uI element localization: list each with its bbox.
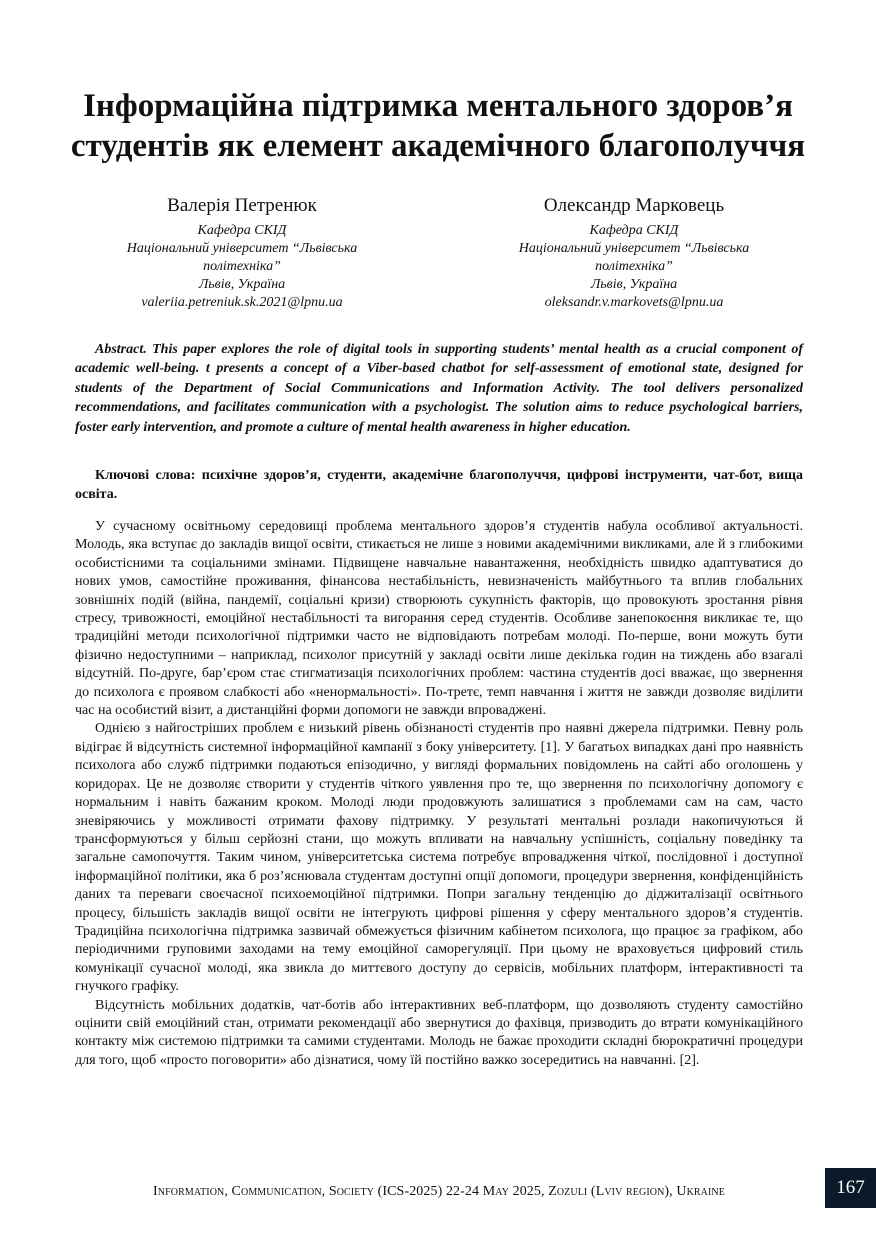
author-university: Національний університет “Львівська (518, 241, 750, 256)
author-department: Кафедра СКІД (589, 223, 679, 238)
body-paragraph: Відсутність мобільних додатків, чат-ботів або інтерактивних веб-платформ, що дозволяють студенту самостійно оцінити свій емоційний стан, отримати рекомендації або звернутися до фахівця, призводить до втрати комунікаційного контакту між системою підтримки та самими студентами. Молодь не бажає проходити складні бюрократичні процедури для того, щоб «просто поговорити» або дізнатися, чому їй постійно важко зосередитись на навчанні. [2]. (75, 997, 803, 1068)
body-paragraph: Однією з найгостріших проблем є низький рівень обізнаності студентів про наявні джерела підтримки. Певну роль відіграє й відсутність системної інформаційної кампанії з боку університету. [1]. У багатьох випадках дані про наявність психолога або служб підтримки подаються епізодично, у вигляді формальних повідомлень на сайті або оголошень у коридорах. Це не дозволяє створити у студентів чіткого уявлення про те, що звернення по психологічну допомогу є нормальним і навіть бажаним кроком. Молоді люди продовжують залишатися з проблемами сам на сам, часто зневіряючись у можливості отримати фахову підтримку. У результаті ментальні розлади накопичуються й трансформуються у більш серйозні стани, що можуть впливати на навчальну успішність, соціальну поведінку та загальне самопочуття. Таким чином, університетська система потребує впровадження чіткої, послідовної і доступної інформаційної політики, яка б роз’яснювала студентам доступні опції допомоги, процедури звернення, конфіденційність даних та переваги своєчасної психоемоційної підтримки. Попри загальну тенденцію до діджиталізації освітнього процесу, більшість закладів вищої освіти не інтегрують цифрові рішення у сферу ментального здоров’я студентів. Традиційна психологічна підтримка зазвичай обмежується фізичним кабінетом психолога, що працює за графіком, або періодичними груповими заходами на тему емоційної саморегуляції. При цьому не враховується цифровий стиль комунікації сучасної молоді, яка звикла до миттєвого доступу до сервісів, мобільних платформ, інтерактивності та гнучкого графіку. (75, 721, 803, 995)
author-block-1 (72, 193, 412, 312)
author-name: Олександр Марковець (543, 195, 725, 216)
author-university: Національний університет “Львівська (126, 241, 358, 256)
author-block-2 (464, 193, 804, 312)
author-email[interactable]: valeriia.petreniuk.sk.2021@lpnu.ua (141, 295, 343, 310)
author-university: політехніка” (203, 259, 281, 274)
page-number: 167 (825, 1168, 876, 1208)
keywords: Ключові слова: психічне здоров’я, студенти, академічне благополуччя, цифрові інструменти, чат-бот, вища освіта. (75, 468, 803, 503)
author-university: політехніка” (595, 259, 673, 274)
body-paragraph: У сучасному освітньому середовищі проблема ментального здоров’я студентів набула особливої актуальності. Молодь, яка вступає до закладів вищої освіти, стикається не лише з новими академічними викликами, але й з глибокими особистісними та соціальними змінами. Підвищене навчальне навантаження, необхідність швидко адаптуватися до нових умов, самостійне проживання, фінансова нестабільність, невизначеність майбутнього та вплив глобальних зовнішніх подій (війна, пандемії, соціальні кризи) створюють сукупність факторів, що провокують зростання рівня стресу, тривожності, емоційної нестабільності та вигорання серед студентів. Особливе занепокоєння викликає те, що традиційні методи психологічної підтримки часто не відповідають потребам молоді. По-перше, вони можуть бути фізично недоступними – наприклад, психолог присутній у закладі освіти лише декілька годин на тиждень або взагалі відсутній. По-друге, бар’єром стає стигматизація психологічних проблем: частина студентів досі вважає, що звернення до психолога є проявом слабкості або «ненормальності». По-третє, темп навчання і життя не завжди дозволяє виділити час на особистий візит, а дистанційні форми допомоги не завжди впроваджені. (75, 519, 803, 719)
conference-footer: Information, Communication, Society (ICS-2025) 22-24 May 2025, Zozuli (Lviv region), Ukraine (153, 1184, 725, 1199)
paper-title (40, 86, 836, 166)
author-name: Валерія Петренюк (167, 195, 317, 216)
author-location: Львів, Україна (590, 277, 678, 292)
paper-title-line-2: студентів як елемент академічного благополуччя (70, 128, 806, 164)
paper-title-line-1: Інформаційна підтримка ментального здоров’я (83, 88, 793, 124)
body-text (75, 518, 803, 1070)
abstract: Abstract. This paper explores the role of digital tools in supporting students’ mental health as a crucial component of academic well-being. t presents a concept of a Viber-based chatbot for self-assessment of emotional state, designed for students of the Department of Social Communications and Information Activity. The tool delivers personalized recommendations, and facilitates communication with a psychologist. The solution aims to reduce psychological barriers, foster early intervention, and promote a culture of mental health awareness in higher education. (75, 342, 803, 435)
author-location: Львів, Україна (198, 277, 286, 292)
author-email[interactable]: oleksandr.v.markovets@lpnu.ua (544, 295, 724, 310)
author-department: Кафедра СКІД (197, 223, 287, 238)
